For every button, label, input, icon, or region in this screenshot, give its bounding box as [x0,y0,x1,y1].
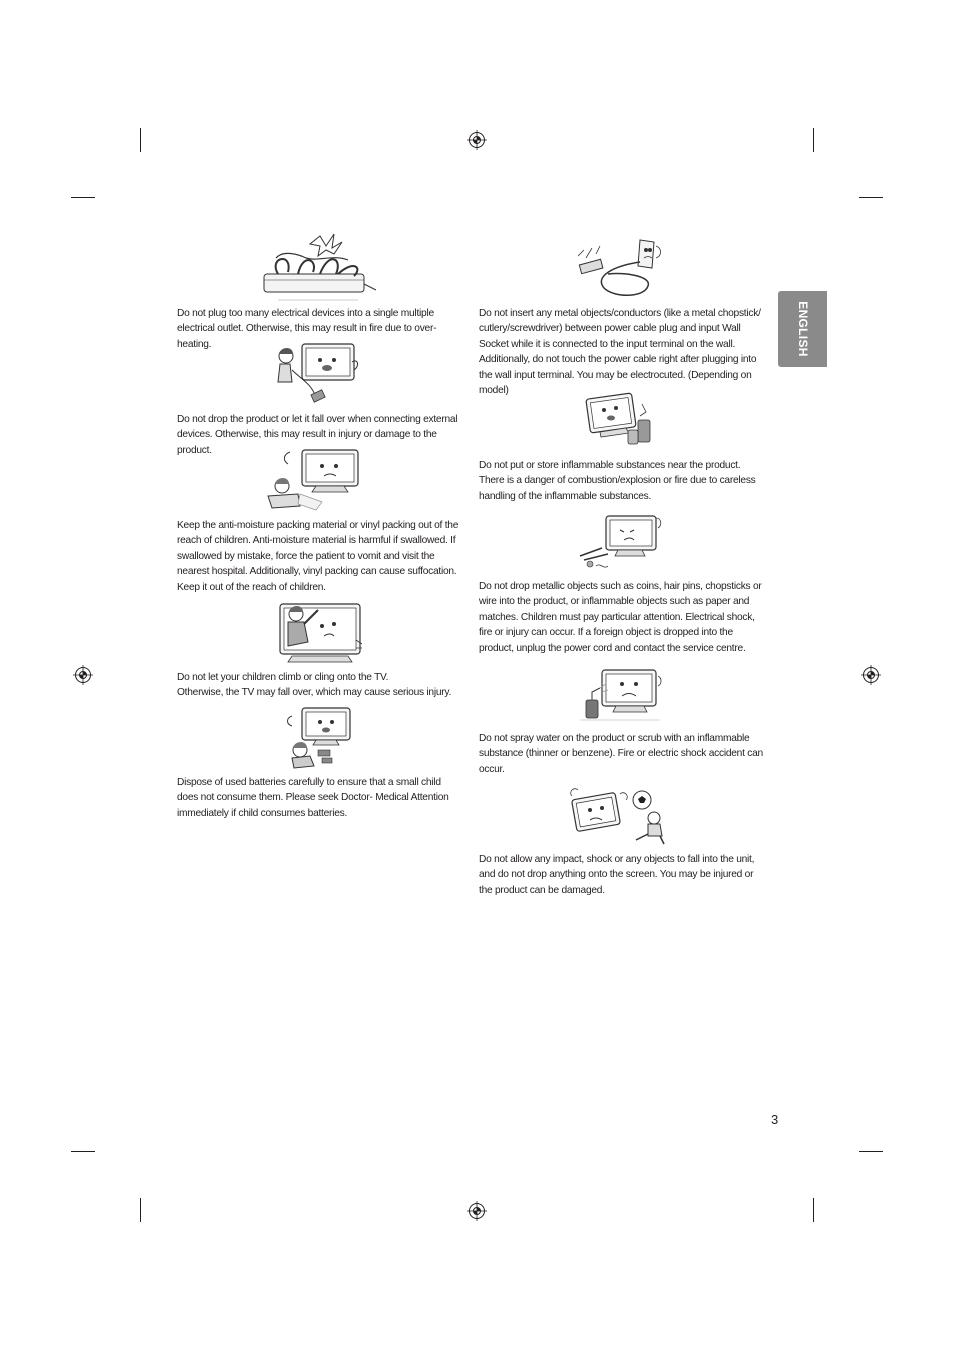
list-item [479,852,764,898]
crop-mark [813,128,814,152]
overloaded-power-strip-icon [258,232,378,304]
list-item [479,731,764,777]
warning-text: Do not plug too many electrical devices into a single multiple electrical outlet. Otherwise, this may result in fire due to over-heating. [177,308,437,350]
list-item [479,458,764,504]
crop-mark [71,197,95,198]
child-with-batteries-icon [282,704,358,770]
warning-text: Do not insert any metal objects/conductors (like a metal chopstick/ cutlery/screwdriver) between power cable plug and input Wall Socket while it is connected to the input terminal on the wall. Additionally, do not touch the power cable right after plugging into the wall input terminal. You may be electrocuted. (Depending on model) [479,308,761,397]
crop-mark [859,197,883,198]
child-kicking-ball-at-tv-icon [568,784,672,846]
list-item [177,775,462,821]
crop-mark [71,1151,95,1152]
registration-mark-icon [467,130,487,150]
crop-mark [859,1151,883,1152]
crop-mark [813,1198,814,1222]
registration-mark-icon [73,665,93,685]
list-item [177,670,462,701]
child-climbing-tv-icon [272,600,364,666]
registration-mark-icon [861,665,881,685]
crop-mark [140,1198,141,1222]
tv-with-metal-objects-icon [576,508,664,572]
warning-text: Do not let your children climb or cling onto the TV. Otherwise, the TV may fall over, which may cause serious injury. [177,672,452,699]
list-item [479,306,764,398]
warning-text: Do not drop the product or let it fall over when connecting external devices. Otherwise, this may result in injury or damage to the product. [177,414,458,456]
warning-text: Dispose of used batteries carefully to ensure that a small child does not consume them. Please seek Doctor- Medical Attention immediately if child consumes batteries. [177,777,449,819]
registration-mark-icon [467,1201,487,1221]
page-number: 3 [771,1112,779,1127]
warning-text: Keep the anti-moisture packing material or vinyl packing out of the reach of children. Anti-moisture material is harmful if swallowed. If swallowed by mistake, force the patient to vomit and visit the nearest hospital. Additionally, vinyl packing can cause suffocation. Keep it out of the reach of children. [177,520,459,593]
warning-text: Do not drop metallic objects such as coins, hair pins, chopsticks or wire into the product, or inflammable objects such as paper and matches. Children must pay particular attention. Electrical shock, fire or injury can occur. If a foreign object is dropped into the product, unplug the power cord and contact the service centre. [479,581,762,654]
list-item [177,518,462,595]
plug-in-wall-socket-icon [574,236,666,302]
child-pulling-tv-cable-icon [272,340,364,404]
tv-near-flammables-icon [582,390,658,450]
language-tab [778,291,827,367]
language-tab-label: ENGLISH [795,301,810,357]
child-with-packing-icon [260,446,368,512]
crop-mark [140,128,141,152]
warning-text: Do not spray water on the product or scrub with an inflammable substance (thinner or benzene). Fire or electric shock accident can occur. [479,733,763,775]
list-item [479,579,764,656]
tv-sprayed-water-icon [576,662,664,724]
warning-text: Do not allow any impact, shock or any objects to fall into the unit, and do not drop anything onto the screen. You may be injured or the product can be damaged. [479,854,755,896]
warning-text: Do not put or store inflammable substances near the product. There is a danger of combustion/explosion or fire due to careless handling of the inflammable substances. [479,460,756,502]
